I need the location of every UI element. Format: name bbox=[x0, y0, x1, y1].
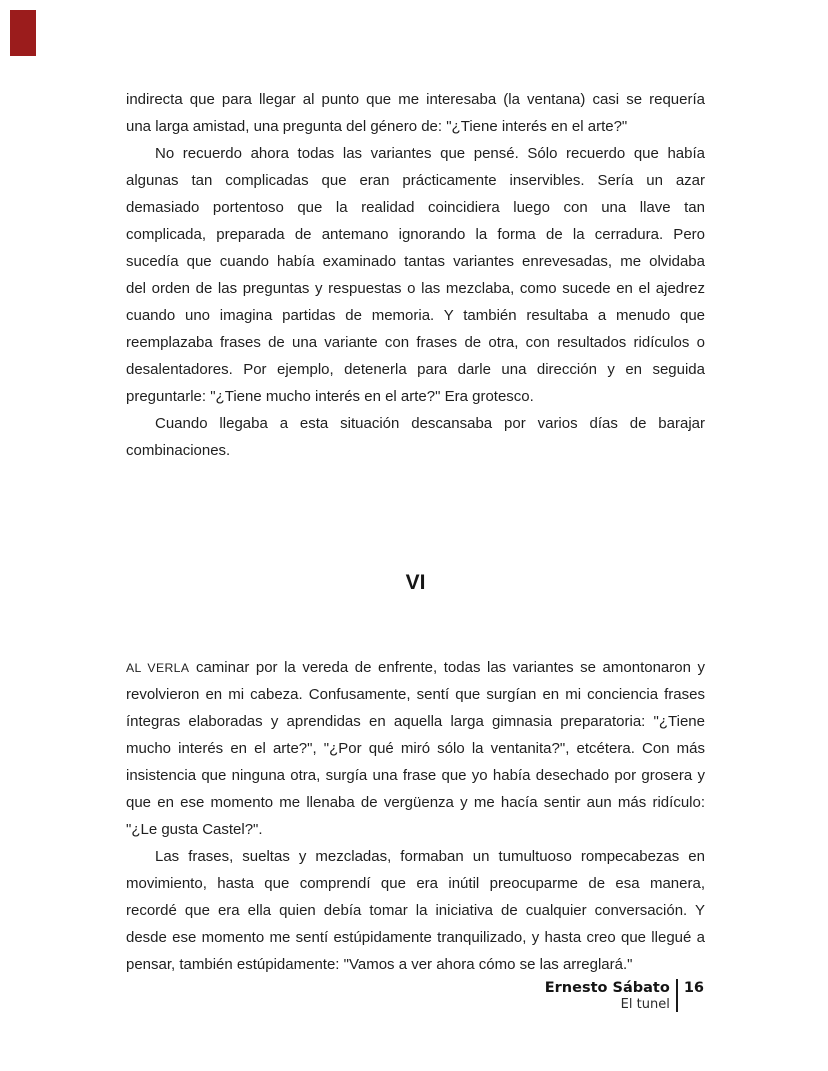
footer-author: Ernesto Sábato bbox=[544, 980, 670, 996]
text-line: íntegras elaboradas y aprendidas en aquella larga gimnasia preparatoria: "¿Tiene bbox=[126, 713, 705, 730]
footer-text-group bbox=[545, 979, 670, 1012]
footer-divider bbox=[676, 979, 678, 1012]
page-footer bbox=[545, 979, 704, 1012]
text-line: que en ese momento me llenaba de vergüenza y me hacía sentir aun más ridículo: bbox=[126, 794, 705, 811]
text-line: Cuando llegaba a esta situación descansaba por varios días de barajar bbox=[155, 415, 705, 432]
smallcaps-lead: AL VERLA bbox=[126, 661, 190, 675]
text-line: sucedía que cuando había examinado tantas variantes enrevesadas, me olvidaba bbox=[126, 253, 705, 270]
text-line: complicada, preparada de antemano ignorando la forma de la cerradura. Pero bbox=[126, 226, 705, 243]
text-line: cuando uno imagina partidas de memoria. Y también resultaba a menudo que bbox=[126, 307, 705, 324]
text-line: del orden de las preguntas y respuestas o las mezclaba, como sucede en el ajedrez bbox=[126, 280, 705, 297]
footer-page-number: 16 bbox=[683, 980, 704, 996]
text-line: desalentadores. Por ejemplo, detenerla para darle una dirección y en seguida bbox=[126, 361, 705, 378]
text-line: demasiado portentoso que la realidad coincidiera luego con una llave tan bbox=[126, 199, 705, 216]
text-line: AL VERLA caminar por la vereda de enfrente, todas las variantes se amontonaron y bbox=[126, 659, 705, 676]
text-line: No recuerdo ahora todas las variantes que pensé. Sólo recuerdo que había bbox=[155, 145, 705, 162]
red-bookmark-marker bbox=[10, 10, 36, 56]
text-block-2 bbox=[126, 654, 705, 978]
text-line: Las frases, sueltas y mezcladas, formaban un tumultuoso rompecabezas en bbox=[155, 848, 705, 865]
text-line: una larga amistad, una pregunta del género de: "¿Tiene interés en el arte?" bbox=[126, 118, 628, 135]
text-line: revolvieron en mi cabeza. Confusamente, sentí que surgían en mi conciencia frases bbox=[126, 686, 705, 703]
footer-book-title: El tunel bbox=[620, 997, 670, 1012]
text-line: combinaciones. bbox=[126, 442, 231, 459]
text-line: movimiento, hasta que comprendí que era inútil preocuparme de esa manera, bbox=[126, 875, 705, 892]
text-line: reemplazaba frases de una variante con frases de otra, con resultados ridículos o bbox=[126, 334, 705, 351]
text-line: desde ese momento me sentí estúpidamente tranquilizado, y hasta creo que llegué a bbox=[126, 929, 705, 946]
text-line: insistencia que ninguna otra, surgía una frase que yo había desechado por grosera y bbox=[126, 767, 705, 784]
text-line: preguntarle: "¿Tiene mucho interés en el arte?" Era grotesco. bbox=[126, 388, 534, 405]
text-block-1 bbox=[126, 86, 705, 464]
chapter-heading: VI bbox=[405, 571, 426, 594]
text-line: recordé que era ella quien debía tomar la iniciativa de cualquier conversación. Y bbox=[126, 902, 705, 919]
text-line: "¿Le gusta Castel?". bbox=[126, 821, 263, 838]
text-line: mucho interés en el arte?", "¿Por qué miró sólo la ventanita?", etcétera. Con más bbox=[126, 740, 705, 757]
text-line: indirecta que para llegar al punto que me interesaba (la ventana) casi se requería bbox=[126, 91, 705, 108]
text-line: algunas tan complicadas que eran prácticamente inservibles. Sería un azar bbox=[126, 172, 705, 189]
text-line: pensar, también estúpidamente: "Vamos a ver ahora cómo se las arreglará." bbox=[126, 956, 633, 973]
